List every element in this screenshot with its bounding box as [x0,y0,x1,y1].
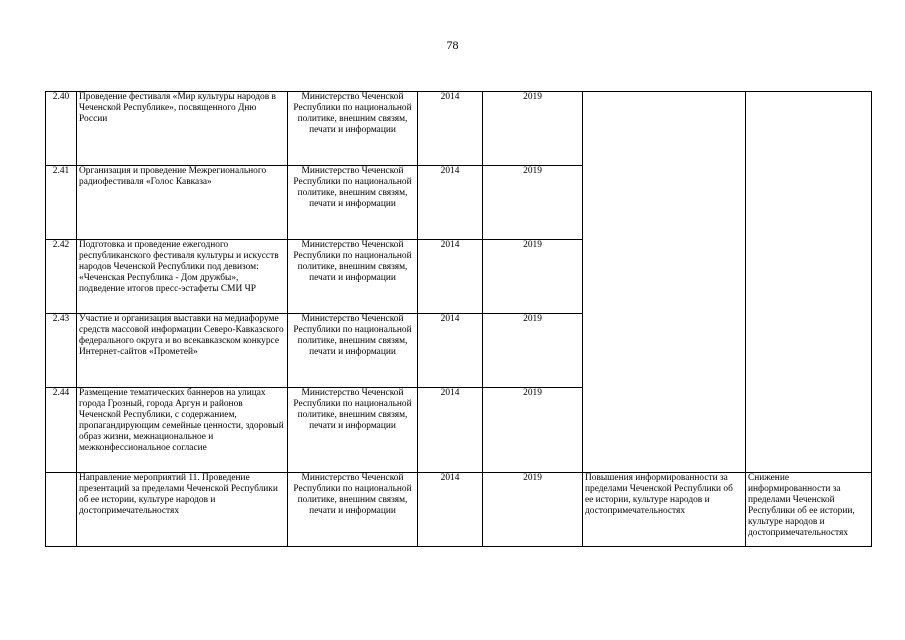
measure-title: Проведение фестиваля «Мир культуры народов в Чеченской Республике», посвященного Дню России [77,92,288,166]
start-year: 2014 [418,92,483,166]
executor: Министерство Чеченской Республики по национальной политике, внешним связям, печати и информации [288,388,418,473]
row-number: 2.41 [46,166,77,240]
measure-title: Размещение тематических баннеров на улицах города Грозный, города Аргун и районов Чеченской Республики, с содержанием, пропагандирующим семейные ценности, здоровый образ жизни, межнациональное и межконфессиональное согласие [77,388,288,473]
row-number: 2.40 [46,92,77,166]
end-year: 2019 [483,388,583,473]
executor: Министерство Чеченской Республики по национальной политике, внешним связям, печати и информации [288,166,418,240]
page-number: 78 [446,38,459,52]
executor: Министерство Чеченской Республики по национальной политике, внешним связям, печати и информации [288,240,418,314]
start-year: 2014 [418,314,483,388]
table-row [46,92,872,166]
executor: Министерство Чеченской Республики по национальной политике, внешним связям, печати и информации [288,473,418,547]
result-consequence-empty [746,92,872,473]
start-year: 2014 [418,473,483,547]
executor: Министерство Чеченской Республики по национальной политике, внешним связям, печати и информации [288,314,418,388]
row-number: 2.44 [46,388,77,473]
start-year: 2014 [418,240,483,314]
measure-title: Организация и проведение Межрегионального радиофестиваля «Голос Кавказа» [77,166,288,240]
executor: Министерство Чеченской Республики по национальной политике, внешним связям, печати и информации [288,92,418,166]
row-number: 2.43 [46,314,77,388]
measure-title: Подготовка и проведение ежегодного республиканского фестиваля культуры и искусств народов Чеченской Республики под девизом: «Чеченская Республика - Дом дружбы», подведение итогов пресс-эстафеты СМИ ЧР [77,240,288,314]
result-consequence: Снижение информированности за пределами Чеченской Республики об ее истории, культуре народов и достопримечательностях [746,473,872,547]
direction-row [46,473,872,547]
direction-title: Направление мероприятий 11. Проведение презентаций за пределами Чеченской Республики об ее истории, культуре народов и достопримечательностях [77,473,288,547]
start-year: 2014 [418,388,483,473]
end-year: 2019 [483,240,583,314]
result-immediate: Повышения информированности за пределами Чеченской Республики об ее истории, культуре народов и достопримечательностях [583,473,746,547]
end-year: 2019 [483,314,583,388]
start-year: 2014 [418,166,483,240]
result-immediate-empty [583,92,746,473]
end-year: 2019 [483,166,583,240]
end-year: 2019 [483,92,583,166]
row-number: 2.42 [46,240,77,314]
end-year: 2019 [483,473,583,547]
measure-title: Участие и организация выставки на медиафоруме средств массовой информации Северо-Кавказского федерального округа и во всекавказском конкурсе Интернет-сайтов «Прометей» [77,314,288,388]
measures-table [45,91,872,547]
row-number [46,473,77,547]
